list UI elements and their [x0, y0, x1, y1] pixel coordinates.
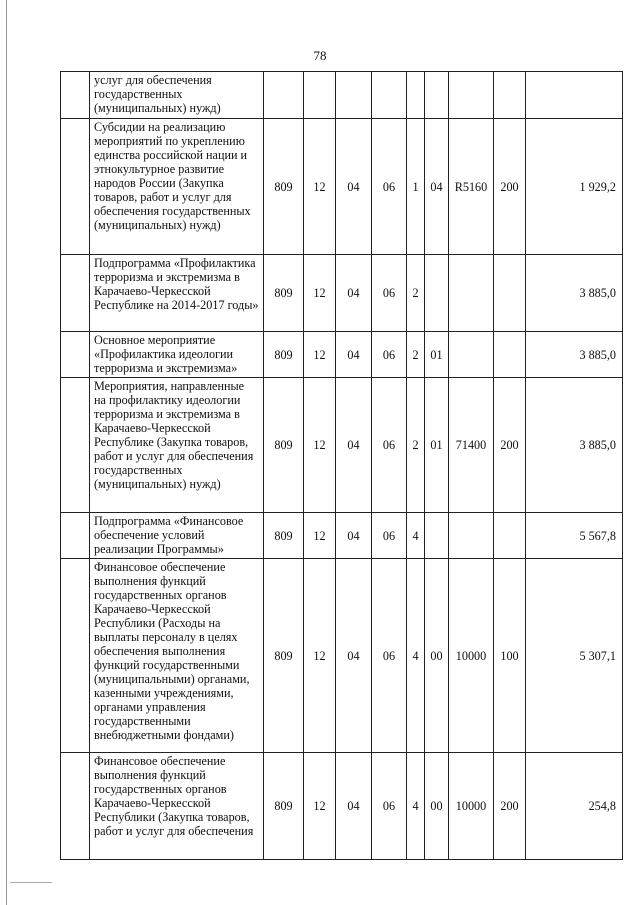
expense-type-cell: 200 — [494, 753, 526, 860]
expense-direction-cell: 71400 — [449, 378, 494, 513]
amount-cell: 3 885,0 — [526, 332, 623, 378]
subsection-cell — [336, 72, 372, 119]
item-name-cell: Основное мероприятие «Профилактика идеологии терроризма и экстремизма» — [90, 332, 264, 378]
item-name-cell: Финансовое обеспечение выполнения функций государственных органов Карачаево-Черкесской Республики (Закупка товаров, работ и услуг для обеспечения — [90, 753, 264, 860]
item-name-cell: Мероприятия, направленные на профилактику идеологии терроризма и экстремизма в Карачаево-Черкесской Республике (Закупка товаров, работ и услуг для обеспечения государственных (муниципальных) нужд) — [90, 378, 264, 513]
amount-cell: 5 567,8 — [526, 513, 623, 559]
amount-cell: 5 307,1 — [526, 559, 623, 753]
target-program-cell: 06 — [372, 332, 407, 378]
main-activity-cell: 01 — [425, 378, 449, 513]
section-cell: 12 — [304, 119, 336, 255]
subprogram-cell: 2 — [407, 255, 425, 332]
item-name-cell: Подпрограмма «Профилактика терроризма и экстремизма в Карачаево-Черкесской Республике на 2014-2017 годы» — [90, 255, 264, 332]
section-cell: 12 — [304, 378, 336, 513]
row-number-cell — [61, 378, 90, 513]
expense-direction-cell — [449, 332, 494, 378]
bottom-edge-line — [10, 882, 52, 883]
row-number-cell — [61, 255, 90, 332]
target-program-cell: 06 — [372, 119, 407, 255]
subprogram-cell: 2 — [407, 332, 425, 378]
expense-type-cell — [494, 513, 526, 559]
scan-edge-line — [6, 0, 7, 905]
main-activity-cell: 00 — [425, 753, 449, 860]
subsection-cell: 04 — [336, 559, 372, 753]
section-cell: 12 — [304, 255, 336, 332]
budget-table — [60, 71, 623, 860]
subsection-cell: 04 — [336, 753, 372, 860]
amount-cell — [526, 72, 623, 119]
section-cell: 12 — [304, 753, 336, 860]
expense-direction-cell — [449, 513, 494, 559]
main-activity-cell — [425, 255, 449, 332]
expense-direction-cell — [449, 255, 494, 332]
row-number-cell — [61, 332, 90, 378]
grbs-cell — [264, 72, 304, 119]
expense-direction-cell: 10000 — [449, 753, 494, 860]
main-activity-cell: 01 — [425, 332, 449, 378]
row-number-cell — [61, 72, 90, 119]
table-row — [61, 119, 623, 255]
table-row — [61, 72, 623, 119]
expense-type-cell — [494, 332, 526, 378]
item-name-cell: Финансовое обеспечение выполнения функций государственных органов Карачаево-Черкесской Республики (Расходы на выплаты персоналу в целях обеспечения выполнения функций государственными (муниципальными) органами, казенными учреждениями, органами управления государственными внебюджетными фондами) — [90, 559, 264, 753]
subsection-cell: 04 — [336, 332, 372, 378]
amount-cell: 3 885,0 — [526, 378, 623, 513]
target-program-cell: 06 — [372, 378, 407, 513]
subprogram-cell: 4 — [407, 513, 425, 559]
grbs-cell: 809 — [264, 559, 304, 753]
subprogram-cell: 1 — [407, 119, 425, 255]
expense-type-cell: 200 — [494, 119, 526, 255]
expense-type-cell — [494, 72, 526, 119]
target-program-cell: 06 — [372, 255, 407, 332]
section-cell: 12 — [304, 559, 336, 753]
table-row — [61, 513, 623, 559]
table-row — [61, 332, 623, 378]
grbs-cell: 809 — [264, 753, 304, 860]
target-program-cell: 06 — [372, 559, 407, 753]
target-program-cell: 06 — [372, 513, 407, 559]
expense-direction-cell — [449, 72, 494, 119]
row-number-cell — [61, 753, 90, 860]
subsection-cell: 04 — [336, 378, 372, 513]
expense-direction-cell: 10000 — [449, 559, 494, 753]
grbs-cell: 809 — [264, 119, 304, 255]
grbs-cell: 809 — [264, 378, 304, 513]
row-number-cell — [61, 559, 90, 753]
section-cell — [304, 72, 336, 119]
amount-cell: 1 929,2 — [526, 119, 623, 255]
row-number-cell — [61, 513, 90, 559]
page-number: 78 — [313, 48, 327, 63]
expense-type-cell: 200 — [494, 378, 526, 513]
target-program-cell — [372, 72, 407, 119]
main-activity-cell — [425, 72, 449, 119]
expense-type-cell — [494, 255, 526, 332]
section-cell: 12 — [304, 513, 336, 559]
table-row — [61, 255, 623, 332]
table-row — [61, 559, 623, 753]
item-name-cell: Субсидии на реализацию мероприятий по укреплению единства российской нации и этнокультурное развитие народов России (Закупка товаров, работ и услуг для обеспечения государственных (муниципальных) нужд) — [90, 119, 264, 255]
subsection-cell: 04 — [336, 513, 372, 559]
main-activity-cell: 00 — [425, 559, 449, 753]
item-name-cell: Подпрограмма «Финансовое обеспечение условий реализации Программы» — [90, 513, 264, 559]
expense-direction-cell: R5160 — [449, 119, 494, 255]
row-number-cell — [61, 119, 90, 255]
item-name-cell: услуг для обеспечения государственных (муниципальных) нужд) — [90, 72, 264, 119]
subprogram-cell: 4 — [407, 753, 425, 860]
subprogram-cell: 4 — [407, 559, 425, 753]
grbs-cell: 809 — [264, 255, 304, 332]
subsection-cell: 04 — [336, 119, 372, 255]
target-program-cell: 06 — [372, 753, 407, 860]
section-cell: 12 — [304, 332, 336, 378]
subprogram-cell: 2 — [407, 378, 425, 513]
expense-type-cell: 100 — [494, 559, 526, 753]
subprogram-cell — [407, 72, 425, 119]
grbs-cell: 809 — [264, 513, 304, 559]
amount-cell: 3 885,0 — [526, 255, 623, 332]
grbs-cell: 809 — [264, 332, 304, 378]
main-activity-cell — [425, 513, 449, 559]
main-activity-cell: 04 — [425, 119, 449, 255]
amount-cell: 254,8 — [526, 753, 623, 860]
table-row — [61, 378, 623, 513]
subsection-cell: 04 — [336, 255, 372, 332]
table-row — [61, 753, 623, 860]
